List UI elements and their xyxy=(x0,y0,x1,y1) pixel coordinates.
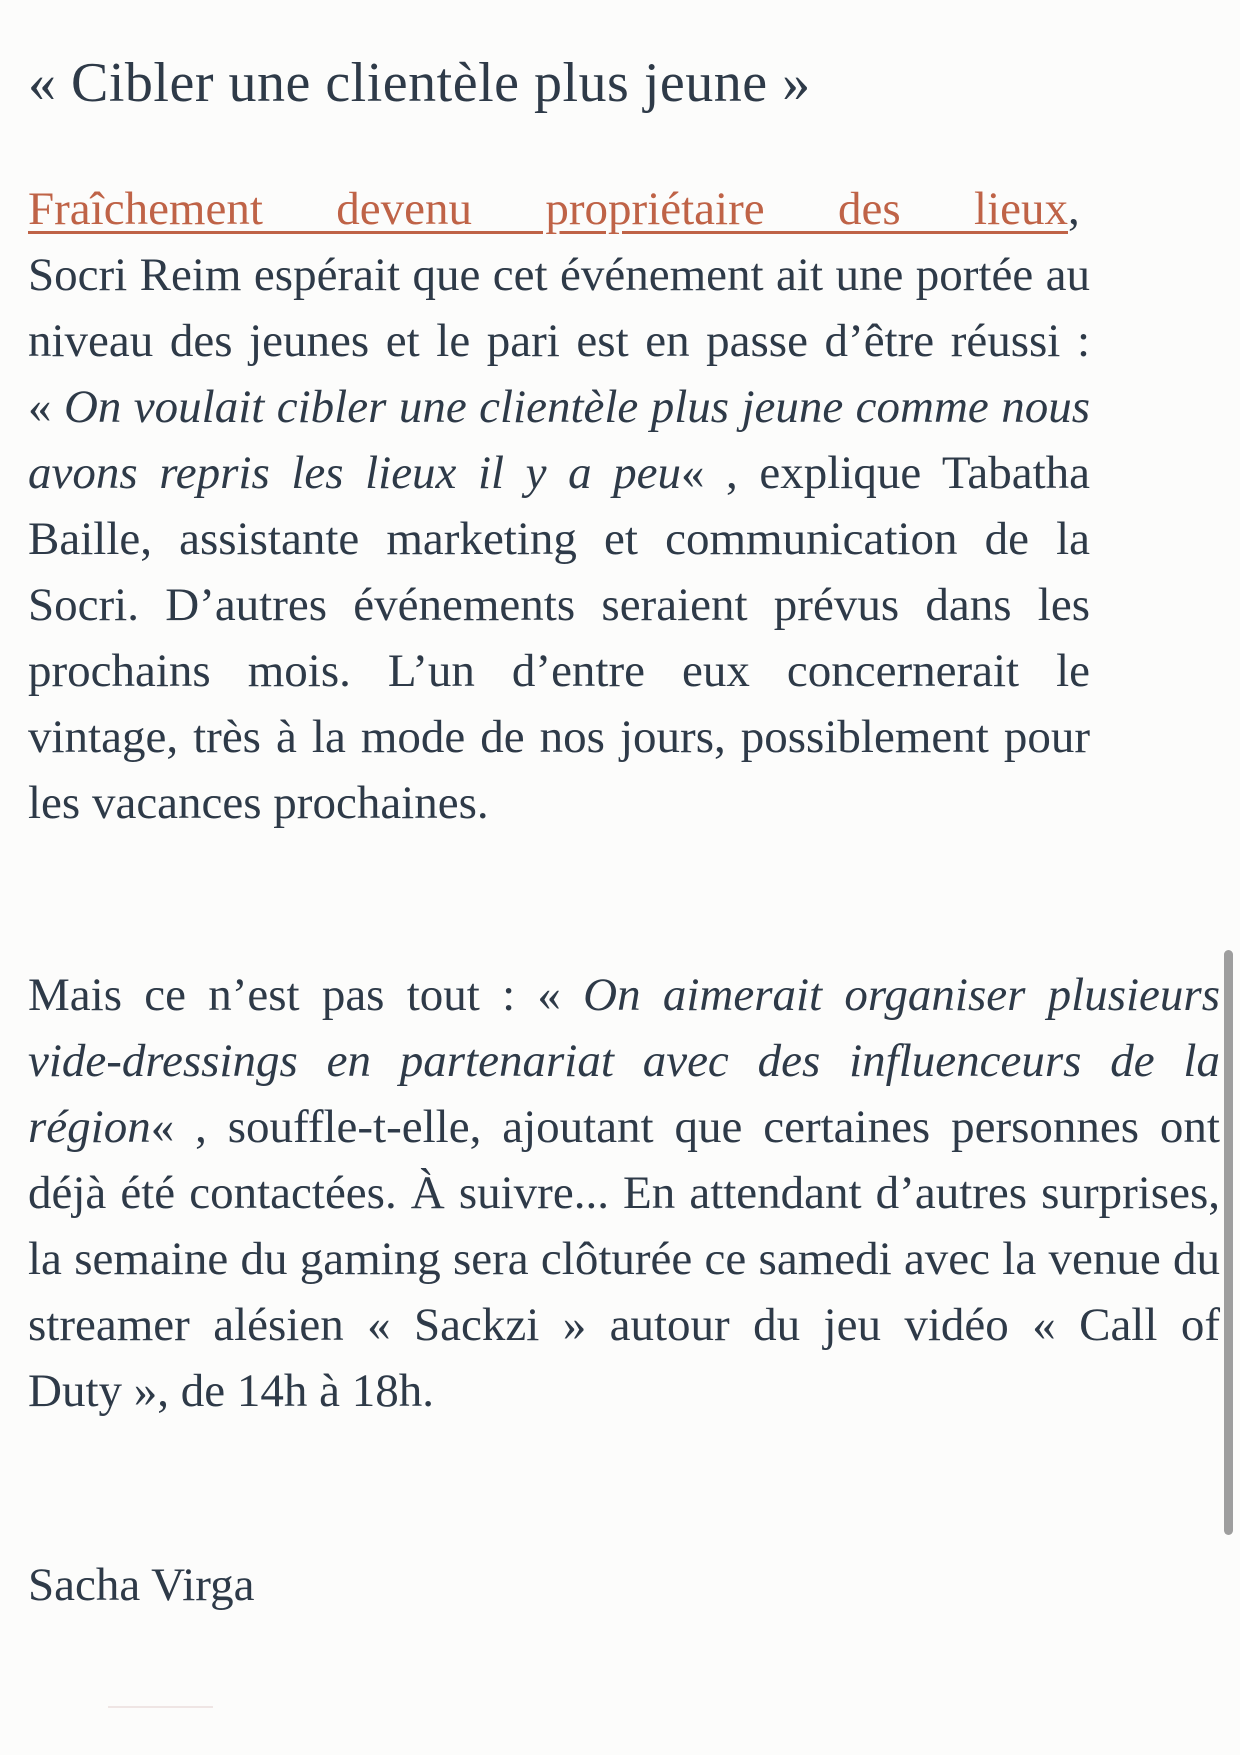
article-paragraph-2 xyxy=(28,962,1220,1424)
body-text: Mais ce n’est pas tout : « xyxy=(28,969,584,1021)
faint-divider xyxy=(108,1706,213,1708)
body-text: « , explique Tabatha Baille, assistante marketing et communication de la Socri. D’autres événements seraient prévus dans les prochains mois. L’un d’entre eux concernerait le vintage, très à la mode de nos jours, possiblement pour les vacances prochaines. xyxy=(28,447,1090,829)
article-heading: « Cibler une clientèle plus jeune » xyxy=(28,52,811,114)
quote-text: On aimerait organiser plusieurs vide-dressings en partenariat avec des influenceurs de la région xyxy=(28,969,1220,1153)
article-author: Sacha Virga xyxy=(28,1559,255,1611)
article-paragraph-1 xyxy=(28,176,1090,836)
quote-text: On voulait cibler une clientèle plus jeune comme nous avons repris les lieux il y a peu xyxy=(28,381,1091,499)
body-text: « , souffle-t-elle, ajoutant que certaines personnes ont déjà été contactées. À suivre... En attendant d’autres surprises, la semaine du gaming sera clôturée ce samedi avec la venue du streamer alésien « Sackzi » autour du jeu vidéo « Call of Duty », de 14h à 18h. xyxy=(28,1101,1220,1417)
article-link[interactable]: Fraîchement devenu propriétaire des lieux xyxy=(28,183,1068,235)
body-text: , Socri Reim espérait que cet événement ait une portée au niveau des jeunes et le pari est en passe d’être réussi : « xyxy=(28,183,1090,433)
scrollbar-thumb[interactable] xyxy=(1224,950,1233,1535)
